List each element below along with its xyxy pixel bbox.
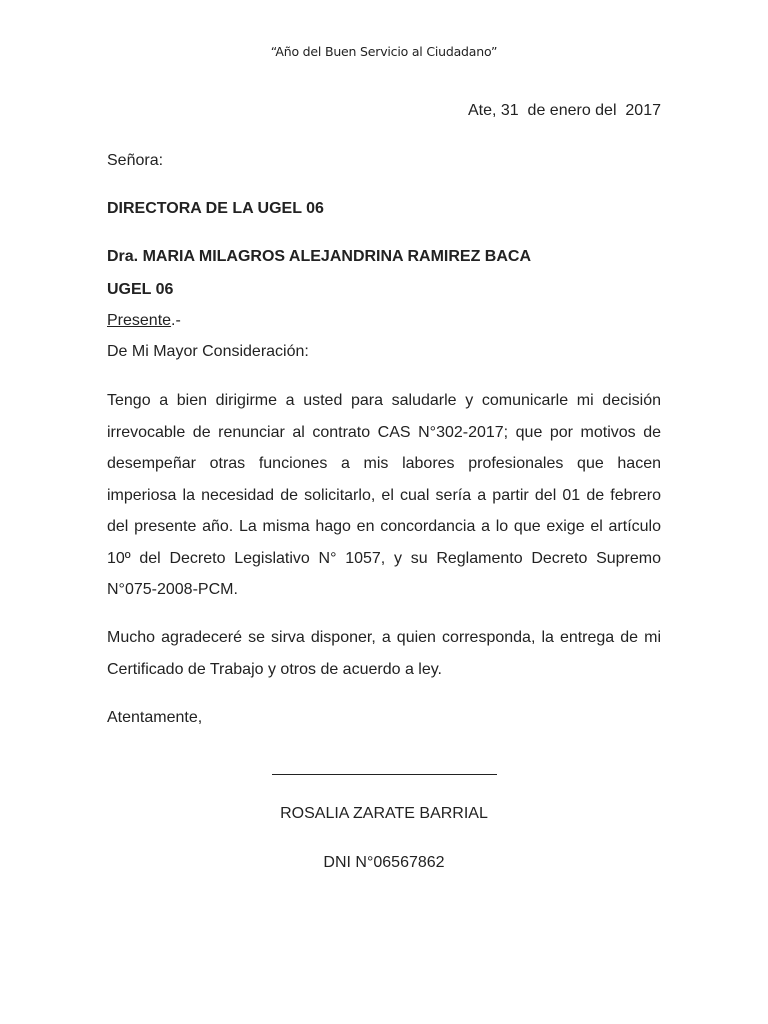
body-paragraph-1: Tengo a bien dirigirme a usted para saludarle y comunicarle mi decisión irrevocable de renunciar al contrato CAS N°302-2017; que por motivos de desempeñar otras funciones a mis labores profesionales que hacen imperiosa la necesidad de solicitarlo, el cual sería a partir del 01 de febrero del presente año. La misma hago en concordancia a lo que exige el artículo 10º del Decreto Legislativo N° 1057, y su Reglamento Decreto Supremo N°075-2008-PCM. <box>107 392 661 598</box>
letter-date: Ate, 31 de enero del 2017 <box>467 102 661 119</box>
recipient-title: DIRECTORA DE LA UGEL 06 <box>107 200 324 217</box>
signature-line <box>272 774 497 775</box>
recipient-name: Dra. MARIA MILAGROS ALEJANDRINA RAMIREZ BACA <box>107 248 531 265</box>
closing: Atentamente, <box>107 709 203 726</box>
body-paragraph-2: Mucho agradeceré se sirva disponer, a quien corresponda, la entrega de mi Certificado de Trabajo y otros de acuerdo a ley. <box>107 629 661 678</box>
presente-line <box>107 312 181 330</box>
salutation: Señora: <box>107 152 164 169</box>
greeting: De Mi Mayor Consideración: <box>107 343 309 360</box>
presente-word: Presente <box>107 312 172 329</box>
presente-suffix: .- <box>171 312 181 329</box>
year-motto: “Año del Buen Servicio al Ciudadano” <box>270 44 498 59</box>
recipient-organization: UGEL 06 <box>107 281 174 298</box>
signer-dni: DNI N°06567862 <box>323 854 445 871</box>
signer-name: ROSALIA ZARATE BARRIAL <box>280 805 488 822</box>
